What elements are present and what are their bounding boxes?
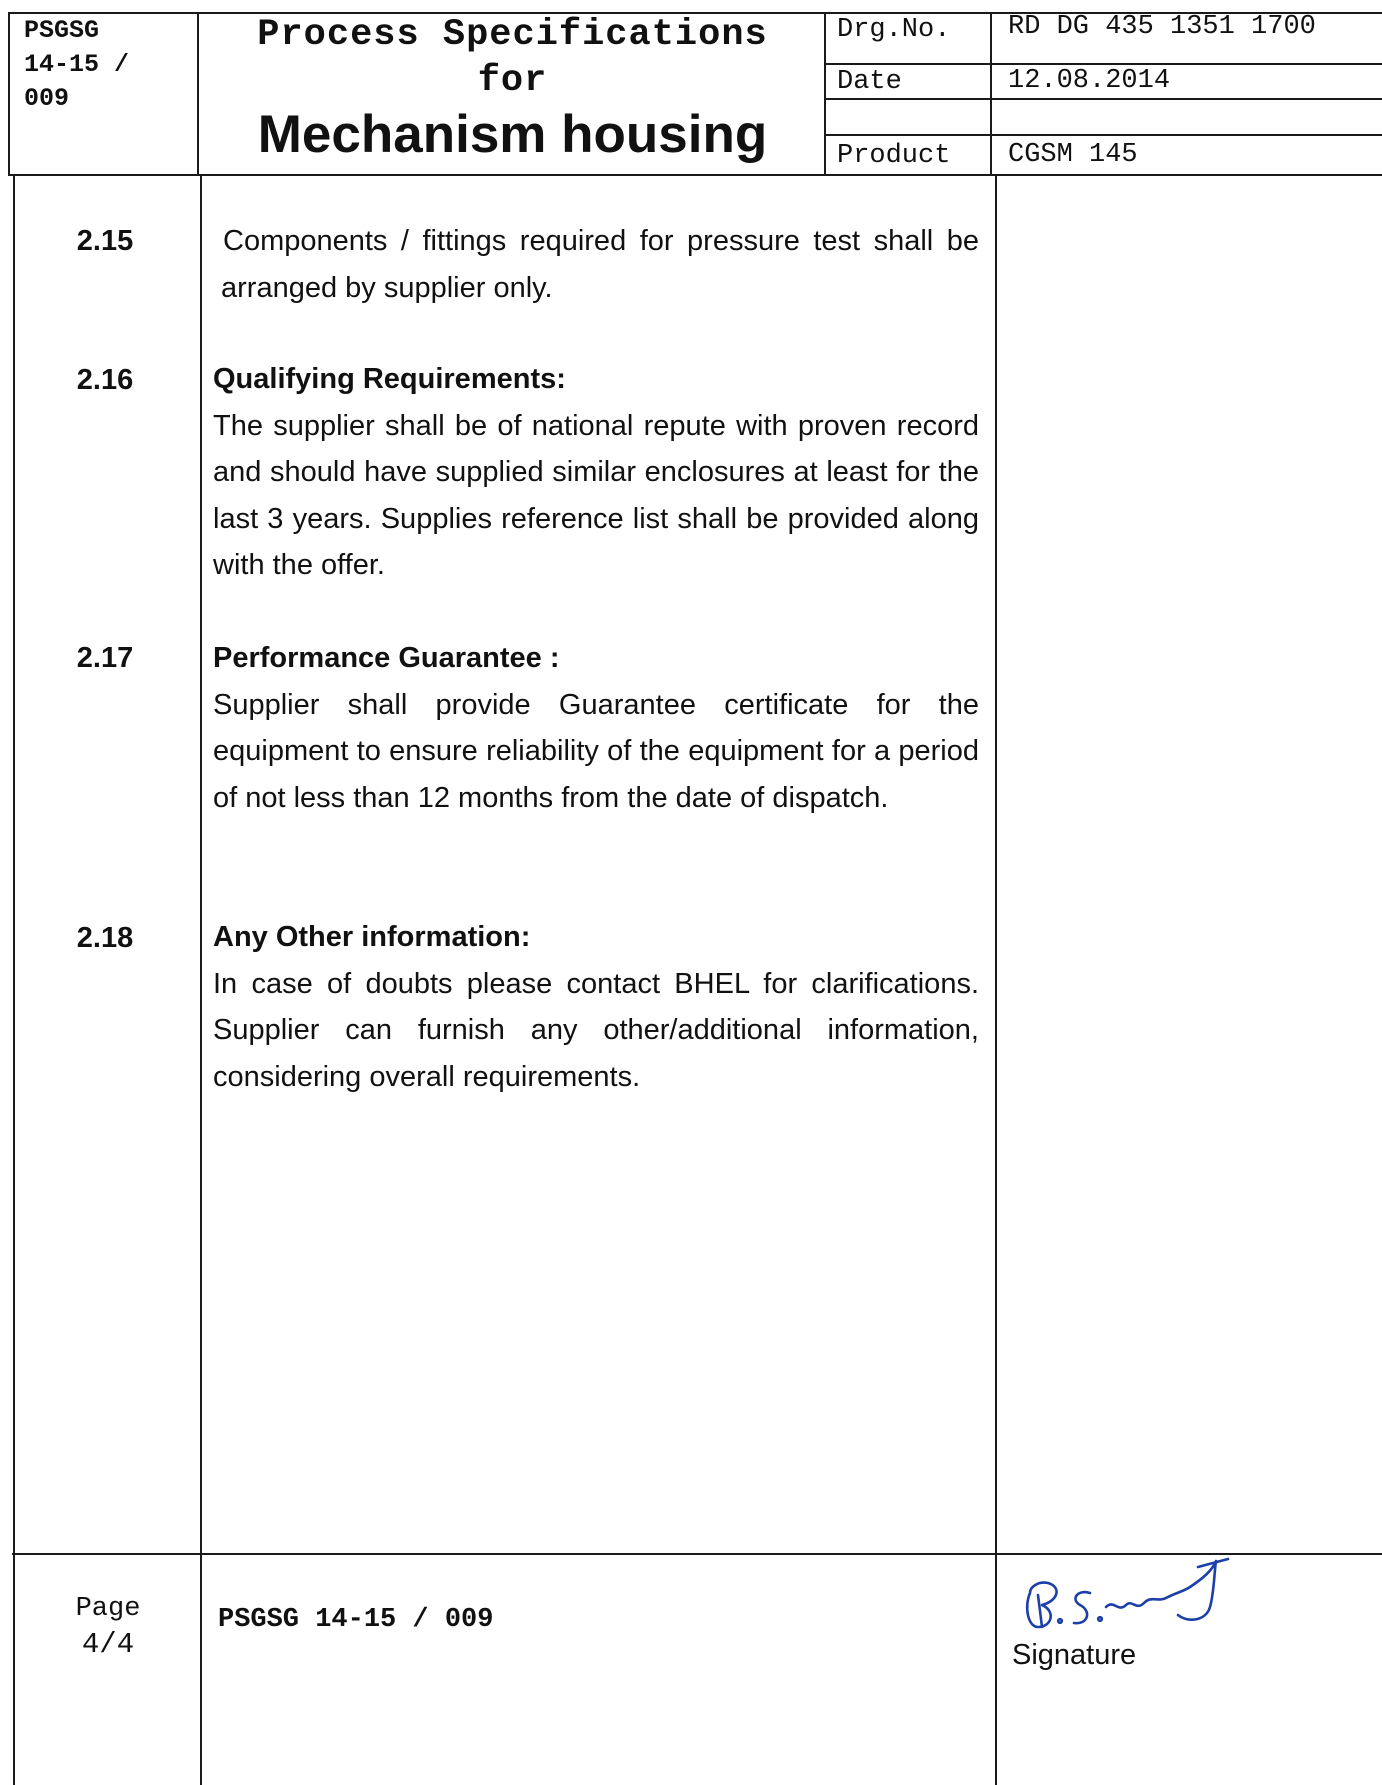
- section-text: In case of doubts please contact BHEL for clarifications. Supplier can furnish any other/additional information, considering overall requirements.: [213, 967, 979, 1093]
- product-label: Product: [837, 141, 951, 171]
- section-number-2-17: 2.17: [76, 642, 134, 674]
- footer-doc-code: PSGSG 14-15 / 009: [218, 1605, 494, 1635]
- title-line-1: Process Specifications: [257, 14, 768, 56]
- left-border-body: [13, 174, 15, 1785]
- doc-code-block: [24, 14, 129, 116]
- page-indicator: [50, 1592, 166, 1664]
- section-2-18: [213, 914, 979, 1100]
- section-title: Qualifying Requirements:: [213, 363, 566, 395]
- section-number-2-16: 2.16: [76, 364, 134, 396]
- date-value: 12.08.2014: [1008, 66, 1171, 96]
- page-number: 4/4: [81, 1628, 135, 1661]
- section-text: The supplier shall be of national repute with proven record and should have supplied similar enclosures at least for the last 3 years. Supplies reference list shall be provided along with the offer.: [213, 409, 979, 581]
- title-main: Mechanism housing: [257, 105, 768, 164]
- doc-code-line-2: 14-15 /: [24, 50, 130, 79]
- title-line-2: for: [477, 60, 548, 102]
- section-text: Supplier shall provide Guarantee certificate for the equipment to ensure reliability of the equipment for a period of not less than 12 months from the date of dispatch.: [213, 688, 979, 814]
- meta-row-line-3: [824, 134, 1382, 136]
- section-number-2-15: 2.15: [76, 225, 134, 257]
- meta-row-line-2: [824, 98, 1382, 100]
- section-text: Components / fittings required for pressure test shall be arranged by supplier only.: [221, 225, 979, 304]
- body-number-divider: [200, 174, 202, 1785]
- header-label-divider: [990, 12, 992, 175]
- section-title: Performance Guarantee :: [213, 642, 560, 674]
- signature-label: Signature: [1012, 1639, 1137, 1671]
- page-label: Page: [75, 1594, 141, 1624]
- section-title: Any Other information:: [213, 921, 531, 953]
- left-border-header: [8, 12, 10, 175]
- header-code-divider: [197, 12, 199, 175]
- doc-code-line-3: 009: [24, 84, 70, 113]
- drg-value: RD DG 435 1351 1700: [1008, 12, 1316, 42]
- header-bottom-line: [8, 174, 1382, 176]
- signature-mark: [1018, 1535, 1248, 1635]
- drg-label: Drg.No.: [837, 15, 951, 45]
- title-block: [200, 12, 825, 104]
- section-number-2-18: 2.18: [76, 922, 134, 954]
- doc-code-line-1: PSGSG: [24, 16, 100, 45]
- section-2-16: [213, 356, 979, 589]
- section-2-17: [213, 635, 979, 821]
- product-value: CGSM 145: [1008, 140, 1138, 170]
- section-2-15: [213, 218, 979, 311]
- date-label: Date: [837, 67, 902, 97]
- body-margin-divider: [995, 174, 997, 1785]
